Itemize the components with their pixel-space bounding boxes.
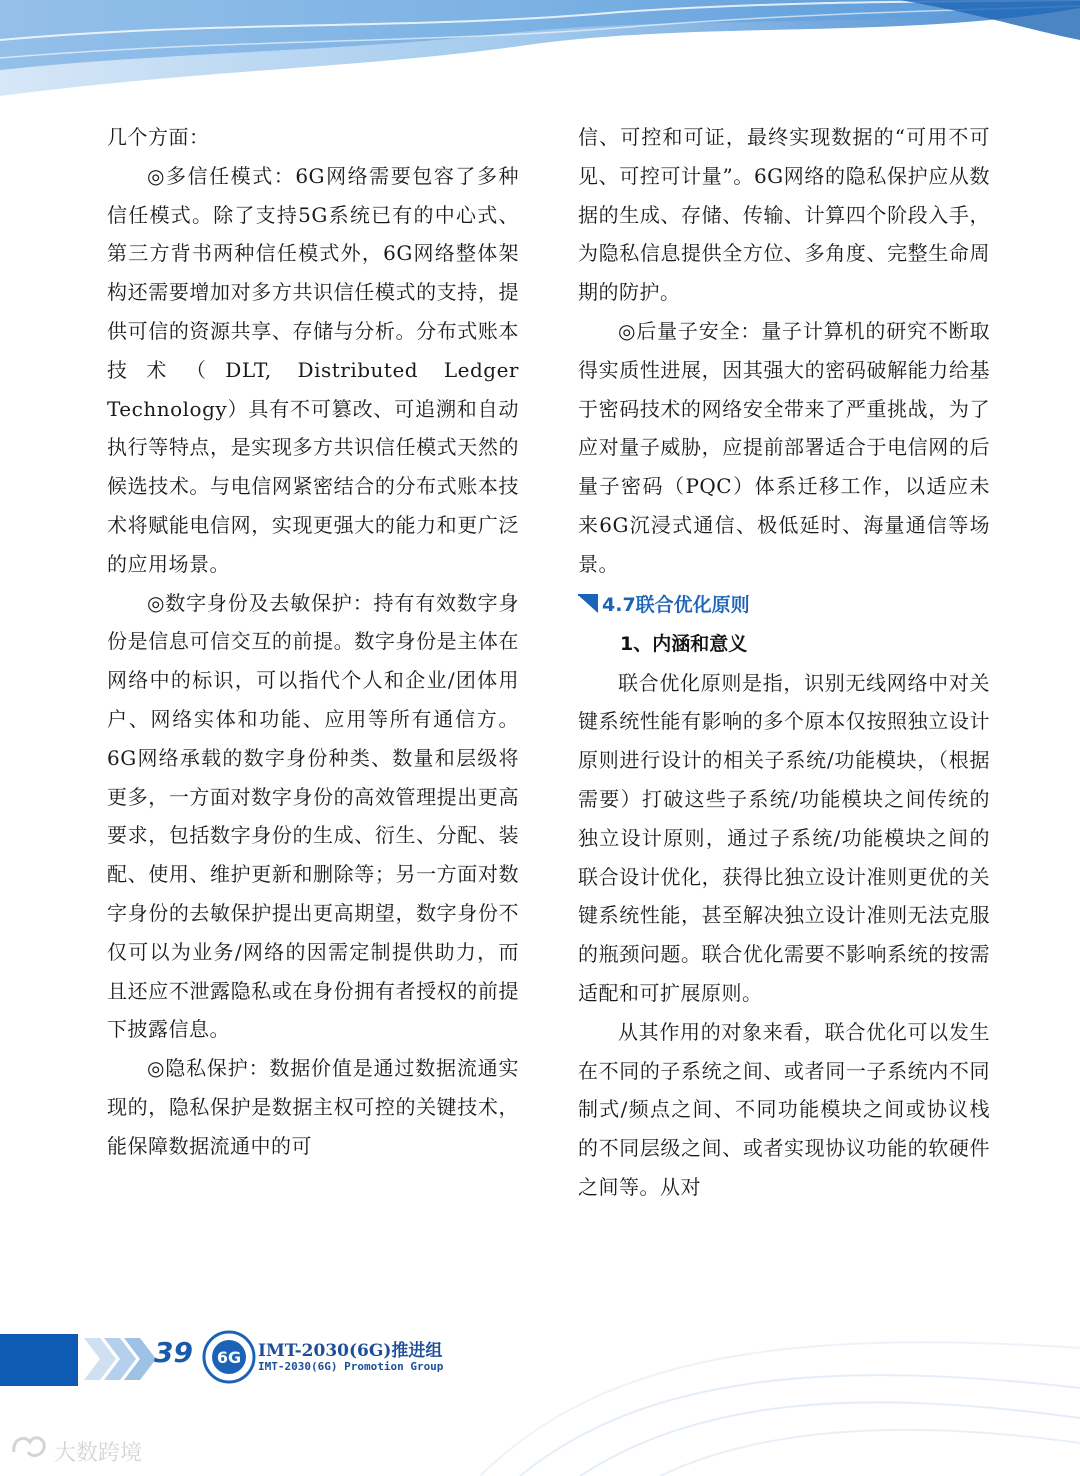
paragraph-digital-identity: ◎数字身份及去敏保护：持有有效数字身份是信息可信交互的前提。数字身份是主体在网络中的标识，可以指代个人和企业/团体用户、网络实体和功能、应用等所有通信方。6G网络承载的数字身份种类、数量和层级将更多，一方面对数字身份的高效管理提出更高要求，包括数字身份的生成、衍生、分配、装配、使用、维护更新和删除等；另一方面对数字身份的去敏保护提出更高期望，数字身份不仅可以为业务/网络的因需定制提供助力，而且还应不泄露隐私或在身份拥有者授权的前提下披露信息。: [107, 590, 519, 1042]
paragraph-multi-trust: ◎多信任模式：6G网络需要包容了多种信任模式。除了支持5G系统已有的中心式、第三方背书两种信任模式外，6G网络整体架构还需要增加对多方共识信任模式的支持，提供可信的资源共享、存储与分析。分布式账本技术（DLT, Distributed Ledger Technology）具有不可篡改、可追溯和自动执行等特点，是实现多方共识信任模式天然的候选技术。与电信网紧密结合的分布式账本技术将赋能电信网，实现更强大的能力和更广泛的应用场景。: [107, 163, 519, 576]
sub-heading: 1、内涵和意义: [620, 632, 748, 655]
paragraph-privacy-cont: 信、可控和可证，最终实现数据的“可用不可见、可控可计量”。6G网络的隐私保护应从数据的生成、存储、传输、计算四个阶段入手，为隐私信息提供全方位、多角度、完整生命周期的防护。: [578, 125, 990, 305]
org-name-cn: IMT-2030(6G)推进组: [258, 1341, 443, 1361]
paragraph-joint-optimization: 联合优化原则是指，识别无线网络中对关键系统性能有影响的多个原本仅按照独立设计原则进行设计的相关子系统/功能模块，（根据需要）打破这些子系统/功能模块之间传统的独立设计原则，通过子系统/功能模块之间的联合设计优化，获得比独立设计准则更优的关键系统性能，甚至解决独立设计准则无法克服的瓶颈问题。联合优化需要不影响系统的按需适配和可扩展原则。: [578, 670, 990, 1005]
org-logo-text: 6G: [216, 1348, 242, 1367]
paragraph-scope: 从其作用的对象来看，联合优化可以发生在不同的子系统之间、或者同一子系统内不同制式/频点之间、不同功能模块之间或协议栈的不同层级之间、或者实现协议功能的软硬件之间等。从对: [578, 1019, 990, 1199]
paragraph-post-quantum: ◎后量子安全：量子计算机的研究不断取得实质性进展，因其强大的密码破解能力给基于密码技术的网络安全带来了严重挑战，为了应对量子威胁，应提前部署适合于电信网的后量子密码（PQC）体系迁移工作，以适应未来6G沉浸式通信、极低延时、海量通信等场景。: [578, 318, 990, 576]
footer-wave-decor: [480, 1318, 1080, 1476]
right-column: [578, 118, 990, 1207]
footer-color-bar: [0, 1334, 78, 1386]
top-wave-banner: [0, 0, 1080, 110]
section-heading-text: 4.7联合优化原则: [602, 594, 750, 617]
watermark-text: 大数跨境: [54, 1441, 143, 1466]
page-footer: [0, 1318, 1080, 1476]
watermark-logo-icon: [10, 1430, 50, 1462]
chevron-right-icon: [84, 1338, 164, 1380]
org-logo-icon: [202, 1330, 256, 1384]
triangle-marker-icon: [578, 593, 600, 615]
page-number: 39: [154, 1336, 193, 1369]
paragraph-intro-tail: 几个方面：: [107, 125, 210, 149]
org-name-en: IMT-2030(6G) Promotion Group: [258, 1360, 444, 1373]
paragraph-privacy-start: ◎隐私保护：数据价值是通过数据流通实现的，隐私保护是数据主权可控的关键技术，能保障数据流通中的可: [107, 1056, 519, 1158]
section-heading: [578, 584, 990, 624]
left-column: [107, 118, 519, 1166]
